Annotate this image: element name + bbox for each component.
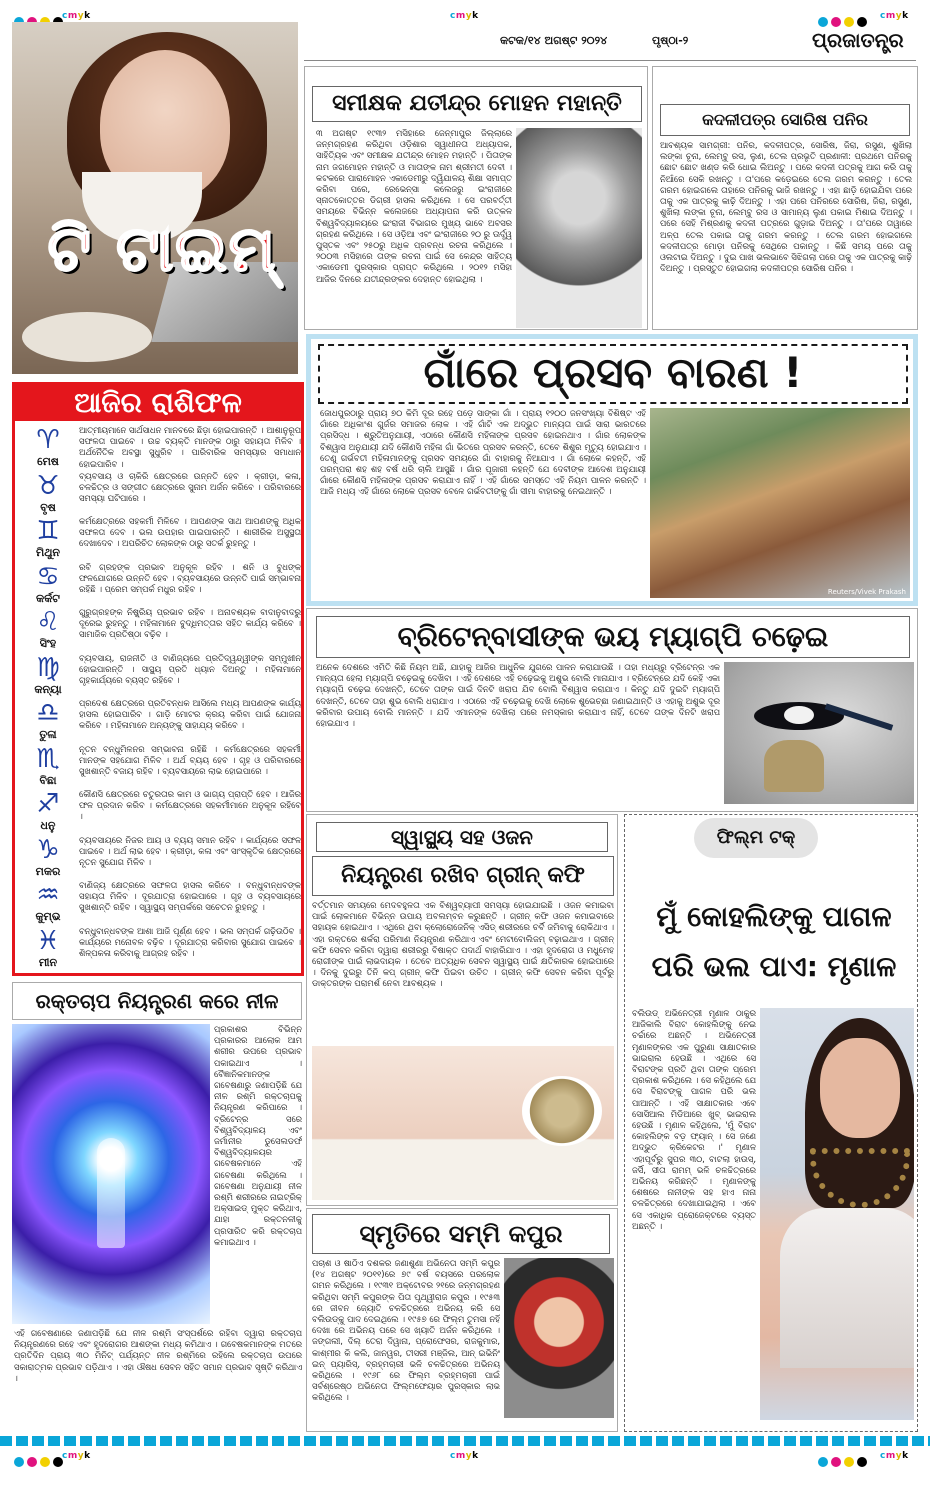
rashi-sign	[19, 926, 77, 970]
rashi-prediction: ବ୍ୟବସାୟରେ ନିଜର ଆୟ ଓ ବ୍ୟୟ ସମାନ ରହିବ । କାର୍ଯ୍ୟରେ ସଫଳ ପାଇବେ । ଅର୍ଥ ଲାଭ ହେବ । କ୍ରୀଡ଼ା, କଳା ଏବଂ ସାଂସ୍କୃତିକ କ୍ଷେତ୍ରରେ ନୂତନ ସୁଯୋଗ ମିଳିବ ।	[79, 834, 301, 867]
header-rule	[304, 60, 916, 61]
rashi-row	[19, 789, 301, 835]
critic-body: ୩ ଅଗଷ୍ଟ ୧୯୩୨ ମସିହାରେ ଜେନ୍ମାପୁର ଜିଲ୍ଲାରେ ଜନ୍ମଗ୍ରହଣ କରିଥିବା ଓଡ଼ିଶାର ସ୍ୱାଧୀନତା ଅଧ୍ୟାପକ, ସାହିତ୍ୟିକ ଏବଂ ସମୀକ୍ଷକ ଯତୀନ୍ଦ୍ର ମୋହନ ମହାନ୍ତି । ପିତାଙ୍କ ନାମ ଜଗମୋହନ ମହାନ୍ତି ଓ ମାତାଙ୍କ ନାମ ଶ୍ରୀମତୀ ଦେବୀ । କଟକରେ ପାରାମୋହନ ଏକାଡେମୀରୁ ଦ୍ୱିଯାଳୟ ଶିକ୍ଷା ସମାପ୍ତ କରିବା ପରେ, ରେଭେନ୍ସା କଲେଜରୁ ଇଂରାଜୀରେ ସ୍ନାତକୋତ୍ତର ଡିଗ୍ରୀ ହାସଲ କରିଥିଲେ । ସେ ପରବର୍ତ୍ତୀ ସମୟରେ ବିଭିନ୍ନ କଲେଜରେ ଅଧ୍ୟାପନା କରି ଉତ୍କଳ ବିଶ୍ୱବିଦ୍ୟାଳୟରେ ଇଂରାଜୀ ବିଭାଗର ମୁଖ୍ୟ ଭାବେ ଅବସର ଗ୍ରହଣ କରିଥିଲେ । ସେ ଓଡ଼ିଆ ଏବଂ ଇଂରାଜୀରେ ୨୦ ରୁ ଊର୍ଦ୍ଧ୍ୱ ପୁସ୍ତକ ଏବଂ ୨୫୦ରୁ ଅଧିକ ପ୍ରବନ୍ଧ ରଚନା କରିଥିଲେ । ୨୦୦୩ ମସିହାରେ ତାଙ୍କ ରଚନା ପାଇଁ ସେ କେନ୍ଦ୍ର ସାହିତ୍ୟ ଏକାଡେମୀ ପୁରସ୍କାର ପ୍ରାପ୍ତ କରିଥିଲେ । ୨୦୧୨ ମସିହା ଆଜିର ଦିନରେ ଯତୀନ୍ଦ୍ରଙ୍କର ଦେହାନ୍ତ ହୋଇଥିଲା ।	[316, 128, 512, 284]
film-talk-headline: ମୁଁ କୋହଲିଙ୍କୁ ପାଗଳ ପରି ଭଲ ପାଏ: ମୃଣାଳ	[651, 900, 897, 983]
cmyk-mark-bottom-right: cmyk	[880, 1451, 909, 1461]
sagittarius-icon: ♐	[36, 789, 60, 819]
rashi-sign-name: କର୍କଟ	[19, 592, 77, 606]
green-coffee-headline-1: ସ୍ୱାସ୍ଥ୍ୟ ସହ ଓଜନ	[316, 822, 608, 852]
cmyk-mark-bottom-center: cmyk	[450, 1451, 479, 1461]
film-talk-tag: ଫିଲ୍ମ ଟକ୍	[694, 818, 818, 858]
virgo-icon: ♍	[36, 652, 60, 683]
rashi-sign	[19, 835, 77, 879]
rashi-prediction: କର୍ମକ୍ଷେତ୍ରରେ ସହକର୍ମୀ ମିଳିବେ । ଆପଣଙ୍କ ସାଥ ଆପଣଙ୍କୁ ଅଧିକ ସଫଳତା ଦେବ । ଭଲ ଉପହାର ପାଇପାରନ୍ତି । ଶାରୀରିକ ଅସୁସ୍ଥତା ଦେଖାଦେବ । ଅପରିଚିତ ଲୋକଙ୍କ ଠାରୁ ସତର୍କ ରୁହନ୍ତୁ ।	[79, 516, 301, 549]
rashi-row	[19, 516, 301, 562]
bottom-color-bar	[0, 1436, 930, 1446]
rashi-prediction: ଗୁରୁଗ୍ରହଙ୍କ ନିଷ୍କ୍ରିୟ ପ୍ରଭାବ ରହିବ । ଅନାବଶ୍ୟକ ବାଦାନୁବାଦରୁ ଦୂରେଇ ରୁହନ୍ତୁ । ମହିଳାମାନେ ବୁଦ୍ଧିମତ୍ତାର ସହିତ କାର୍ଯ୍ୟ କରିବେ । ସାମାଜିକ ପ୍ରତିଷ୍ଠା ବଢ଼ିବ ।	[79, 607, 301, 640]
rashi-sign	[19, 607, 77, 651]
rashi-sign-name: ମିଥୁନ	[19, 546, 77, 560]
rashi-row	[19, 607, 301, 653]
registration-dots-bottom-left	[14, 1452, 66, 1471]
green-coffee-body: ବର୍ତ୍ତମାନ ସମୟରେ ମେଦବହୁଳତା ଏକ ବିଶ୍ୱବ୍ୟାପୀ ସମସ୍ୟା ହୋଇଯାଇଛି । ଓଜନ କମାଇବା ପାଇଁ ଲୋକମାନେ ବିଭିନ୍ନ ଉପାୟ ଅବଲମ୍ବନ କରୁଛନ୍ତି । ଗ୍ରୀନ୍ କଫି ଓଜନ କମାଇବାରେ ସହାୟକ ହୋଇଥାଏ । ଏଥିରେ ଥିବା କ୍ଲୋରୋଜେନିକ୍ ଏସିଡ୍ ଶରୀରରେ ଚର୍ବି ଜମିବାକୁ ରୋକିଥାଏ । ଏହା ରକ୍ତରେ ଶର୍କରା ପରିମାଣ ନିୟନ୍ତ୍ରଣ କରିଥାଏ ଏବଂ ମେଟାବୋଲିଜମ୍ ବଢ଼ାଇଥାଏ । ଗ୍ରୀନ୍ କଫି ସେବନ କରିବା ଦ୍ୱାରା ଶରୀରରୁ ବିଷାକ୍ତ ପଦାର୍ଥ ବାହାରିଯାଏ । ଏହା ହୃଦରୋଗ ଓ ମଧୁମେହ ରୋଗୀଙ୍କ ପାଇଁ ଲାଭଦାୟକ । ତେବେ ଅତ୍ୟଧିକ ସେବନ ସ୍ୱାସ୍ଥ୍ୟ ପାଇଁ କ୍ଷତିକାରକ ହୋଇପାରେ । ଦିନକୁ ଦୁଇରୁ ତିନି କପ୍ ଗ୍ରୀନ୍ କଫି ପିଇବା ଉଚିତ । ଗ୍ରୀନ୍ କଫି ସେବନ କରିବା ପୂର୍ବରୁ ଡାକ୍ତରଙ୍କ ପରାମର୍ଶ ନେବା ଆବଶ୍ୟକ ।	[312, 900, 614, 989]
magpie-headline: ବ୍ରିଟେନ୍‌ବାସୀଙ୍କ ଭୟ ମ୍ୟାଗ୍‌ପି ଚଢ଼େଇ	[316, 616, 910, 658]
recipe-headline: କଦଳୀପତ୍ର ସୋରିଷ ପନିର	[660, 104, 910, 136]
photo-credit: Reuters/Vivek Prakash	[827, 588, 906, 596]
rashi-sign-name: ମକର	[19, 865, 77, 879]
tea-time-title: ଟି ଟାଇମ୍	[47, 212, 278, 285]
rashi-row	[19, 880, 301, 926]
dateline: କଟକ/୧୪ ଅଗଷ୍ଟ ୨୦୨୪	[500, 34, 608, 47]
critic-photo	[516, 128, 642, 328]
blue-light-body-bottom: ଏହି ଗବେଷଣାରେ ଜଣାପଡ଼ିଛି ଯେ ନୀଳ ରଶ୍ମି ସଂସ୍ପର୍ଶରେ ରହିବା ଦ୍ୱାରା ରକ୍ତଚାପ ନିୟନ୍ତ୍ରଣରେ ରହେ ଏବଂ ହୃଦରୋଗର ଆଶଙ୍କା ମଧ୍ୟ କମିଥାଏ । ଗବେଷକମାନଙ୍କ ମତରେ ପ୍ରତିଦିନ ପ୍ରାୟ ୩୦ ମିନିଟ୍ ପର୍ଯ୍ୟନ୍ତ ନୀଳ ରଶ୍ମିରେ ରହିଲେ ରକ୍ତଚାପ ଉପରେ ସକାରାତ୍ମକ ପ୍ରଭାବ ପଡ଼ିଥାଏ । ଏହା ଔଷଧ ସେବନ ସହିତ ସମାନ ପ୍ରଭାବ ସୃଷ୍ଟି କରିଥାଏ ।	[14, 1328, 302, 1383]
rashi-prediction: ବ୍ୟବସାୟ, ରାଜନୀତି ଓ ବାଣିଜ୍ୟରେ ପ୍ରତିଦ୍ୱନ୍ଦ୍ୱୀଙ୍କ ସମ୍ମୁଖୀନ ହୋଇପାରନ୍ତି । ସାସ୍ଥ୍ୟ ପ୍ରତି ଧ୍ୟାନ ଦିଅନ୍ତୁ । ମହିଳାମାନେ ଗୃହକାର୍ଯ୍ୟରେ ବ୍ୟସ୍ତ ରହିବେ ।	[79, 652, 301, 685]
rashi-prediction: କୌଣସି କ୍ଷେତ୍ରରେ ଚତୁରତାର କାମ ଓ ଭାଗ୍ୟ ପ୍ରାପ୍ତି ହେବ । ଆଜିର ଫଳ ପ୍ରଦାନ କରିବ । କର୍ମକ୍ଷେତ୍ରରେ ସହକର୍ମୀମାନେ ଅନୁକୂଳ ରହିବେ ।	[79, 789, 301, 822]
rashi-row	[19, 835, 301, 881]
birth-ban-body: ଜୋଧପୁରଠାରୁ ପ୍ରାୟ ୭୦ କିମି ଦୂର ରହେ ପଡ଼େ ସାଙ୍କା ଗାଁ । ପ୍ରାୟ ୧୨୦୦ ଜନସଂଖ୍ୟା ବିଶିଷ୍ଟ ଏହି ଗାଁରେ ଅଧିକାଂଶ ଗୁର୍ଜର ସମାଜର ଲୋକ । ଏହି ଗାଁଟି ଏକ ଅଦ୍ଭୁତ ମାନ୍ୟତା ପାଇଁ ସାରା ଭାରତରେ ପ୍ରସିଦ୍ଧ । ଶ୍ରୁତିଅନୁଯାୟୀ, ଏଠାରେ କୌଣସି ମହିଳାଙ୍କ ପ୍ରସବ ହୋଇନଥାଏ । ଗାଁର ଲୋକଙ୍କ ବିଶ୍ୱାସ ଅନୁଯାୟୀ ଯଦି କୌଣସି ମହିଳା ଗାଁ ଭିତରେ ପ୍ରସବ କରନ୍ତି, ତେବେ ଶିଶୁର ମୃତ୍ୟୁ ହୋଇଯାଏ । ତେଣୁ ଗର୍ଭବତୀ ମହିଳାମାନଙ୍କୁ ପ୍ରସବ ସମୟରେ ଗାଁ ବାହାରକୁ ନିଆଯାଏ । ଗାଁ ଲୋକେ କହନ୍ତି, ଏହି ପରମ୍ପରା ଶହ ଶହ ବର୍ଷ ଧରି ଚାଲି ଆସୁଛି । ଗାଁର ପୂଜାରୀ କହନ୍ତି ଯେ ଦେବୀଙ୍କ ଆଦେଶ ଅନୁଯାୟୀ ଗାଁରେ କୌଣସି ମହିଳାଙ୍କ ପ୍ରସବ କରାଯାଏ ନାହିଁ । ଏହି ଗାଁରେ ସମସ୍ତେ ଏହି ନିୟମ ପାଳନ କରନ୍ତି । ଆଜି ମଧ୍ୟ ଏହି ଗାଁରେ ଲୋକେ ପ୍ରସବ ବେଳେ ଗର୍ଭବତୀଙ୍କୁ ଗାଁ ସୀମା ବାହାରକୁ ନେଇଥାନ୍ତି ।	[320, 408, 646, 497]
rashiphala-title: ଆଜିର ରାଶିଫଳ	[15, 385, 301, 421]
rashi-sign-name: ବୃଷ	[19, 501, 77, 515]
rashi-sign-name: କନ୍ୟା	[19, 683, 77, 697]
rashi-sign-name: ସିଂହ	[19, 637, 77, 651]
cmyk-mark-bottom-left: cmyk	[62, 1451, 91, 1461]
capricorn-icon: ♑	[36, 834, 60, 865]
rashi-sign	[19, 789, 77, 833]
critic-headline: ସମୀକ୍ଷକ ଯତୀନ୍ଦ୍ର ମୋହନ ମହାନ୍ତି	[312, 86, 642, 122]
rashi-sign	[19, 425, 77, 469]
libra-icon: ♎	[36, 698, 60, 728]
registration-dots-bottom-right	[818, 1452, 870, 1471]
rashi-sign-name: ବିଛା	[19, 774, 77, 788]
rashi-prediction: ଆତ୍ମୀୟମାନେ ସାର୍ଥସାଧନ ମାନବରେ ଛିଡ଼ା ହୋଇପାରନ୍ତି । ଆଶାନୁରୂପ ସଫଳତା ପାଇବେ । ଉଚ୍ଚ ବ୍ୟକ୍ତି ମାନଙ୍କ ଠାରୁ ସହାୟତା ମିଳିବ । ଅର୍ଥନୈତିକ ଅବସ୍ଥା ସୁଧୁରିବ । ପାରିବାରିକ ସମସ୍ୟାର ସମାଧାନ ହୋଇପାରିବ ।	[79, 425, 301, 469]
rashi-sign-name: ମୀନ	[19, 956, 77, 970]
leo-icon: ♌	[36, 607, 60, 637]
tea-time-cover	[12, 22, 298, 374]
rashi-sign-name: ମେଷ	[19, 455, 77, 469]
recipe-body: ଆବଶ୍ୟକ ସାମଗ୍ରୀ: ପନିର, କଦଳୀପତ୍ର, ସୋରିଷ, ଜିରା, ରସୁଣ, ଶୁଖିଲା ଲଙ୍କା ଚୂନା, ଲେମ୍ବୁ ରସ, ଲୁଣ, ତେଲ ପ୍ରଭୃତି ପ୍ରଣାଳୀ: ପ୍ରଥମେ ପନିରକୁ ଛୋଟ ଛୋଟ ଖଣ୍ଡ କରି ଧୋଇ ଲିଅନ୍ତୁ । ପରେ କଦଳୀ ପତ୍ରକୁ ଆଗ କରି ତାକୁ ନିଆଁରେ ସେକି ରଖନ୍ତୁ । ତା'ପରେ କଡ଼େଇରେ ତେଲ ଗରମ କରନ୍ତୁ । ତେଲ ଗରମ ହୋଇଗଲେ ତାହାରେ ପନିରକୁ ଭାଜି ରଖନ୍ତୁ । ଏହା ଛାଡ଼ି ହୋଇଯିବା ପରେ ତାକୁ ଏକ ପାତ୍ରକୁ କାଢ଼ି ଦିଅନ୍ତୁ । ଏହା ପରେ ପନିରରେ ସୋରିଷ, ଜିରା, ରସୁଣ, ଶୁଖିଲା ଲଙ୍କା ଚୂନା, ଲେମ୍ବୁ ରସ ଓ ସାମାନ୍ୟ ଲୁଣ ପକାଇ ମିଶାଇ ଦିଅନ୍ତୁ । ପରେ ସେହି ମିଶ୍ରଣକୁ କଦଳୀ ପତ୍ରରେ ଗୁଡ଼ାଇ ଦିଅନ୍ତୁ । ତା'ପରେ ତାୱାରେ ଅଳ୍ପ ତେଲ ପକାଇ ତାକୁ ଗରମ କରନ୍ତୁ । ତେଲ ଗରମ ହୋଇଗଲେ କଦଳୀପତ୍ର ମୋଡ଼ା ପନିରକୁ ସେଥିରେ ପକାନ୍ତୁ । କିଛି ସମୟ ପରେ ତାକୁ ଓଲଟାଇ ଦିଅନ୍ତୁ । ଦୁଇ ପାଖ ଭଲଭାବେ ସିଝିଗଲା ପରେ ତାକୁ ଏକ ପାତ୍ରକୁ କାଢ଼ି ଦିଅନ୍ତୁ । ପ୍ରସ୍ତୁତ ହୋଇଗଲା କଦଳୀପତ୍ର ସୋରିଷ ପନିର ।	[660, 140, 912, 274]
rashiphala-box	[12, 382, 304, 976]
rashi-prediction: ବ୍ୟବସାୟ ଓ ଚାକିରି କ୍ଷେତ୍ରରେ ଉନ୍ନତି ହେବ । କ୍ରୀଡ଼ା, କଳା, ଚଳଚ୍ଚିତ୍ର ଓ ସଙ୍ଗୀତ କ୍ଷେତ୍ରରେ ସୁନାମ ଅର୍ଜନ କରିବେ । ପରିବାରରେ ସମସ୍ୟା ଘଟିପାରେ ।	[79, 470, 301, 503]
green-coffee-headline-2: ନିୟନ୍ତ୍ରଣ ରଖିବ ଗ୍ରୀନ୍ କଫି	[312, 856, 614, 896]
rashi-row	[19, 744, 301, 790]
shammi-headline: ସ୍ମୃତିରେ ସମ୍ମି କପୁର	[312, 1214, 610, 1254]
rashi-sign	[19, 516, 77, 560]
birth-ban-photo	[650, 408, 910, 598]
gemini-icon: ♊	[36, 516, 60, 546]
birth-ban-headline: ଗାଁରେ ପ୍ରସବ ବାରଣ !	[423, 348, 803, 397]
magpie-body: ଅନେକ ଦେଶରେ ଏମିତି କିଛି ନିୟମ ଅଛି, ଯାହାକୁ ଆଜିର ଆଧୁନିକ ଯୁଗରେ ପାଳନ କରାଯାଉଛି । ତାହା ମଧ୍ୟରୁ ବ୍ରିଟେନ୍‌ର ଏକ ମାନ୍ୟତା ହେଲା ମ୍ୟାଗ୍‌ପି ଚଢ଼େଇକୁ ଦେଖିବା । ଏହି ଦେଶରେ ଏହି ଚଢ଼େଇକୁ ଅଶୁଭ ବୋଲି ମାନାଯାଏ । ବ୍ରିଟେନ୍‌ରେ ଯଦି କେହି ଏକା ମ୍ୟାଗ୍‌ପି ଚଢ଼େଇ ଦେଖନ୍ତି, ତେବେ ତାଙ୍କ ପାଇଁ ଦିନଟି ଖରାପ ଯିବ ବୋଲି ବିଶ୍ୱାସ କରାଯାଏ । କିନ୍ତୁ ଯଦି ଦୁଇଟି ମ୍ୟାଗ୍‌ପି ଦେଖନ୍ତି, ତେବେ ତାହା ଶୁଭ ବୋଲି ଧରାଯାଏ । ଏଠାରେ ଏହି ଚଢ଼େଇକୁ ଦେଖି ଲୋକେ ଶୁଭେଚ୍ଛା ଜଣାଇଥାନ୍ତି ଓ ଏହାକୁ ଅଶୁଭ ଦୂର କରିବାର ଉପାୟ ବୋଲି ମାନନ୍ତି । ଯଦି ଏମାନଙ୍କ ଦେଖିଲା ପରେ ନମସ୍କାର କରାଯାଏ ନାହିଁ, ତେବେ ତାଙ୍କ ଦିନଟି ଖରାପ ହୋଇଯାଏ ।	[316, 662, 720, 729]
rashi-sign	[19, 698, 77, 742]
masthead: ପ୍ରଜାତନ୍ତ୍ର	[812, 28, 904, 52]
rashi-sign-name: ତୁଳା	[19, 728, 77, 742]
rashi-sign	[19, 880, 77, 924]
cmyk-mark-left: cmyk	[62, 11, 91, 21]
green-coffee-photo	[312, 1046, 614, 1200]
rashi-prediction: ପ୍ରଦେଶ କ୍ଷେତ୍ରରେ ପ୍ରତିବନ୍ଧକ ଆସିଲେ ମଧ୍ୟ ଆପଣଙ୍କ କାର୍ଯ୍ୟ ହାସଲ ହୋଇପାରିବ । ଗାଡ଼ି ମୋଟର କ୍ରୟ କରିବା ପାଇଁ ଯୋଜନା କରିବେ । ମହିଳାମାନେ ଅନ୍ୟଙ୍କୁ ସାହାଯ୍ୟ କରିବେ ।	[79, 698, 301, 731]
rashi-sign	[19, 653, 77, 697]
pisces-icon: ♓	[36, 925, 60, 956]
rashi-row	[19, 698, 301, 744]
rashi-sign-name: କୁମ୍ଭ	[19, 910, 77, 924]
rashi-sign	[19, 744, 77, 788]
rashi-sign	[19, 471, 77, 515]
aries-icon: ♈	[36, 425, 60, 455]
film-talk-photo	[760, 1008, 914, 1420]
film-talk-body: ବଲିଉଡ୍ ଅଭିନେତ୍ରୀ ମୃଣାଳ ଠାକୁର ଆଜିକାଲି ବିରାଟ କୋହଲିଙ୍କୁ ନେଇ ଚର୍ଚ୍ଚାରେ ଅଛନ୍ତି । ଅଭିନେତ୍ରୀ ମୃଣାଳଙ୍କର ଏକ ପୁରୁଣା ସାକ୍ଷାତକାର ଭାଇରାଲ ହେଉଛି । ଏଥିରେ ସେ ବିରାଟଙ୍କ ପ୍ରତି ଥିବା ତାଙ୍କ ପ୍ରେମ ପ୍ରକାଶ କରିଥିଲେ । ସେ କହିଥିଲେ ଯେ ସେ ବିରାଟଙ୍କୁ ପାଗଳ ପରି ଭଲ ପାଆନ୍ତି । ଏହି ସାକ୍ଷାତକାର ଏବେ ସୋସିଆଲ ମିଡିଆରେ ଖୁବ୍ ଭାଇରାଲ ହେଉଛି । ମୃଣାଳ କହିଥିଲେ, 'ମୁଁ ବିରାଟ କୋହଲିଙ୍କ ବଡ଼ ଫ୍ୟାନ୍ । ସେ ଜଣେ ଅଦ୍ଭୁତ କ୍ରିକେଟର ।' ମୃଣାଳ ଏହାପୂର୍ବରୁ ସୁପର ୩୦, ବାଟଲା ହାଉସ୍, ଜର୍ସି, ସୀତା ରାମମ୍ ଭଳି ଚଳଚ୍ଚିତ୍ରରେ ଅଭିନୟ କରିଛନ୍ତି । ମୃଣାଳଙ୍କୁ ଶେଷରେ ନାନୀଙ୍କ ସହ ହାଏ ନାନା ଚଳଚ୍ଚିତ୍ରରେ ଦେଖାଯାଇଥିଲା । ଏବେ ସେ ଏକାଧିକ ପ୍ରୋଜେକ୍ଟରେ ବ୍ୟସ୍ତ ଅଛନ୍ତି ।	[632, 1008, 756, 1231]
shammi-photo	[504, 1258, 614, 1418]
aquarius-icon: ♒	[36, 880, 60, 910]
blue-light-body-side: ପ୍ରକାଶର ବିଭିନ୍ନ ପ୍ରକାରର ଆଲୋକ ଆମ ଶରୀର ଉପରେ ପ୍ରଭାବ ପକାଇଥାଏ । ବୈଜ୍ଞାନିକମାନଙ୍କ ଗବେଷଣାରୁ ଜଣାପଡ଼ିଛି ଯେ ନୀଳ ରଶ୍ମି ରକ୍ତଚାପକୁ ନିୟନ୍ତ୍ରଣ କରିପାରେ । ବ୍ରିଟେନ୍‌ର ସରେ ବିଶ୍ୱବିଦ୍ୟାଳୟ ଏବଂ ଜର୍ମାନୀର ଡୁସେଲଡର୍ଫ ବିଶ୍ୱବିଦ୍ୟାଳୟର ଗବେଷକମାନେ ଏହି ଗବେଷଣା କରିଥିଲେ । ଗବେଷଣା ଅନୁଯାୟୀ ନୀଳ ରଶ୍ମି ଶରୀରରେ ନାଇଟ୍ରିକ୍ ଅକ୍ସାଇଡ୍ ମୁକ୍ତ କରିଥାଏ, ଯାହା ରକ୍ତନଳୀକୁ ପ୍ରସାରିତ କରି ରକ୍ତଚାପ କମାଇଥାଏ ।	[214, 1024, 302, 1247]
rashi-row	[19, 926, 301, 972]
blue-light-photo	[12, 1024, 210, 1324]
rashi-row	[19, 471, 301, 517]
blue-light-headline: ରକ୍ତଚାପ ନିୟନ୍ତ୍ରଣ କରେ ନୀଳ	[12, 982, 302, 1020]
rashi-row	[19, 653, 301, 699]
page-number: ପୃଷ୍ଠା-୨	[652, 34, 689, 47]
taurus-icon: ♉	[36, 470, 60, 501]
rashi-row	[19, 562, 301, 608]
cancer-icon: ♋	[36, 561, 60, 592]
shammi-body: ପଚାଶ ଓ ଷାଠିଏ ଦଶକର ଜଣାଶୁଣା ଅଭିନେତା ସମ୍ମି କପୁର (୧୪ ଅଗଷ୍ଟ ୨୦୧୧)ରେ ୭୯ ବର୍ଷ ବୟସରେ ପରଲୋକ ଗମନ କରିଥିଲେ । ୧୯୩୧ ଅକ୍ଟୋବର ୨୧ରେ ଜନ୍ମଗ୍ରହଣ କରିଥିବା ସମ୍ମି କପୁରଙ୍କ ପିତା ପୃଥ୍ୱୀରାଜ କପୁର । ୧୯୫୩ ରେ ଜୀବନ ଜ୍ୟୋତି ଚଳଚ୍ଚିତ୍ରରେ ଅଭିନୟ କରି ସେ ବଲିଉଡ୍‌କୁ ପାଦ ଦେଇଥିଲେ । ୧୯୫୭ ରେ ଫିଲ୍ମ ତୁମସା ନହିଁ ଦେଖା ରେ ଅଭିନୟ ପରେ ସେ ଖ୍ୟାତି ଅର୍ଜନ କରିଥିଲେ । ଜଙ୍ଗଲୀ, ଦିଲ୍ ତେରା ଦିୱାନା, ପ୍ରୋଫେସର, ରାଜକୁମାର, କାଶ୍ମୀର କି କଲି, ଜାନୱର, ତୀସରୀ ମଞ୍ଜିଲ, ଆନ୍ ଇଭିନିଂ ଇନ୍ ପ୍ୟାରିସ୍, ବ୍ରହ୍ମଚାରୀ ଭଳି ଚଳଚ୍ଚିତ୍ରରେ ଅଭିନୟ କରିଥିଲେ । ୧୯୬୮ ରେ ଫିଲ୍ମ ବ୍ରହ୍ମଚାରୀ ପାଇଁ ସର୍ବଶ୍ରେଷ୍ଠ ଅଭିନେତା ଫିଲ୍ମଫେୟାର ପୁରସ୍କାର ଲାଭ କରିଥିଲେ ।	[312, 1258, 500, 1403]
rashi-prediction: ନୂତନ ବନ୍ଧୁମିଳନର ସମ୍ଭାବନା ରହିଛି । କର୍ମକ୍ଷେତ୍ରରେ ସହକର୍ମୀ ମାନଙ୍କ ସହଯୋଗ ମିଳିବ । ଅର୍ଥ ବ୍ୟୟ ହେବ । ଗୃହ ଓ ପରିବାରରେ ସୁଖଶାନ୍ତି ବଜାୟ ରହିବ । ବ୍ୟବସାୟରେ ଲାଭ ହୋଇପାରେ ।	[79, 743, 301, 776]
rashi-prediction: ବନ୍ଧୁବାନ୍ଧବଙ୍କ ଆଶା ଆଜି ପୂର୍ଣ୍ଣ ହେବ । ଭଲ ସମ୍ପର୍କ ଗଢ଼ିଉଠିବ । କାର୍ଯ୍ୟରେ ମନୋବଳ ବଢ଼ିବ । ଦୂରଯାତ୍ରା କରିବାର ସୁଯୋଗ ପାଇବେ । ଶିଳ୍ପକଳା କରିବାକୁ ଆଗ୍ରହ ରହିବ ।	[79, 925, 301, 958]
cmyk-mark-center: cmyk	[450, 11, 479, 21]
rashi-sign	[19, 562, 77, 606]
cmyk-mark-right: cmyk	[880, 11, 909, 21]
rashi-row	[19, 425, 301, 471]
rashi-prediction: ବାଣିଜ୍ୟ କ୍ଷେତ୍ରରେ ସଫଳତା ହାସଲ କରିବେ । ବନ୍ଧୁବାନ୍ଧବଙ୍କ ସହାୟତା ମିଳିବ । ଦୂରଯାତ୍ରା ହୋଇପାରେ । ଗୃହ ଓ ବ୍ୟବସାୟରେ ସୁଖଶାନ୍ତି ରହିବ । ସ୍ୱାସ୍ଥ୍ୟ ସମ୍ପର୍କରେ ସଚେତନ ରୁହନ୍ତୁ ।	[79, 880, 301, 913]
rashi-prediction: ରବି ଗ୍ରହଙ୍କ ପ୍ରଭାବ ଅନୁକୂଳ ରହିବ । ଶନି ଓ ବୁଧଙ୍କ ଫଳଯୋଗରେ ଉନ୍ନତି ହେବ । ବ୍ୟବସାୟରେ ଉନ୍ନତି ପାଇଁ ସମ୍ଭାବନା ରହିଛି । ପ୍ରେମ ସମ୍ପର୍କ ମଧୁର ରହିବ ।	[79, 561, 301, 594]
rashi-sign-name: ଧନୁ	[19, 819, 77, 833]
scorpio-icon: ♏	[36, 743, 60, 774]
magpie-photo	[724, 662, 914, 804]
